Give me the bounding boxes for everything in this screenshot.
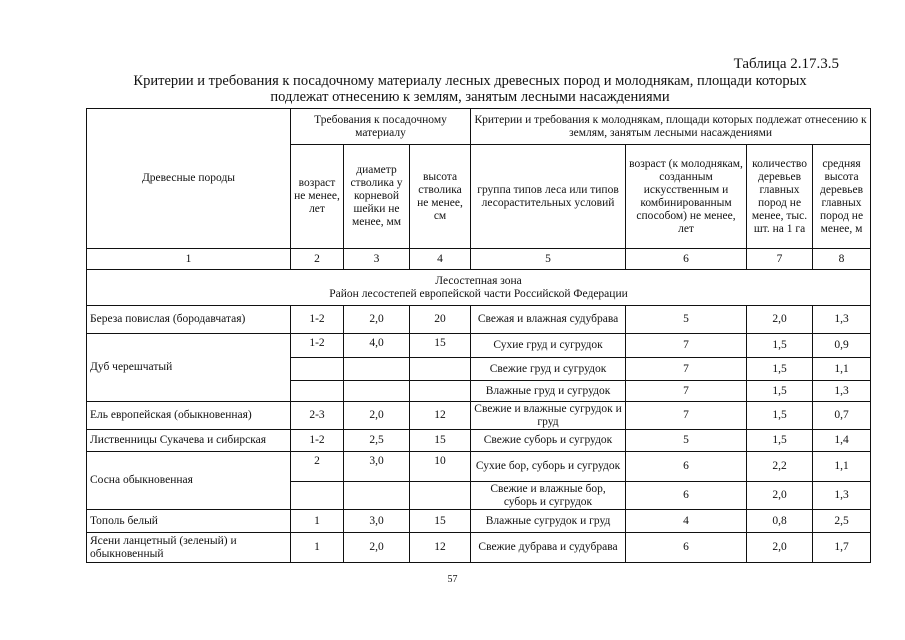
cell-young-age: 7 [626,381,747,402]
table-number: Таблица 2.17.3.5 [733,56,839,72]
cell-height: 15 [410,334,471,358]
title-line-2: подлежат отнесению к землям, занятым лесными насаждениями [270,89,670,105]
cell-height: 15 [410,430,471,452]
cell-height: 20 [410,306,471,334]
column-number: 7 [747,249,813,270]
table-row [87,430,871,452]
cell-avg-height: 0,7 [813,402,871,430]
table-row [87,306,871,334]
header-young-age: возраст (к молоднякам, созданным искусственным и комбинированным способом) не менее, лет [626,145,747,249]
cell-forest-type: Влажные сугрудок и груд [471,510,626,533]
column-number: 3 [344,249,410,270]
cell-species: Сосна обыкновенная [87,452,291,510]
table-row [87,334,871,358]
cell-avg-height: 0,9 [813,334,871,358]
cell-age: 1 [291,510,344,533]
column-number: 4 [410,249,471,270]
column-number: 1 [87,249,291,270]
cell-young-age: 7 [626,358,747,381]
cell-count: 1,5 [747,402,813,430]
cell-young-age: 7 [626,334,747,358]
cell-diameter: 2,5 [344,430,410,452]
table-title [80,73,860,105]
column-number: 6 [626,249,747,270]
page-number: 57 [447,574,458,585]
cell-count: 1,5 [747,334,813,358]
cell-forest-type: Влажные груд и сугрудок [471,381,626,402]
cell-forest-type: Свежие дубрава и судубрава [471,533,626,563]
cell-forest-type: Свежие суборь и сугрудок [471,430,626,452]
cell-young-age: 7 [626,402,747,430]
cell-height [410,482,471,510]
cell-height [410,358,471,381]
cell-count: 2,0 [747,306,813,334]
cell-height: 15 [410,510,471,533]
cell-diameter: 4,0 [344,334,410,358]
cell-species: Ель европейская (обыкновенная) [87,402,291,430]
header-age: возраст не менее, лет [291,145,344,249]
header-forest-type: группа типов леса или типов лесорастительных условий [471,145,626,249]
cell-avg-height: 1,1 [813,358,871,381]
cell-count: 1,5 [747,381,813,402]
cell-count: 0,8 [747,510,813,533]
cell-count: 2,0 [747,482,813,510]
cell-age: 1-2 [291,334,344,358]
header-avg-height: средняя высота деревьев главных пород не менее, м [813,145,871,249]
cell-young-age: 5 [626,306,747,334]
cell-count: 1,5 [747,358,813,381]
header-height: высота стволика не менее, см [410,145,471,249]
table-row [87,452,871,482]
cell-diameter: 2,0 [344,402,410,430]
table-row [87,510,871,533]
cell-diameter [344,358,410,381]
cell-diameter: 3,0 [344,452,410,482]
cell-height: 12 [410,533,471,563]
cell-age: 1 [291,533,344,563]
cell-avg-height: 1,1 [813,452,871,482]
cell-young-age: 5 [626,430,747,452]
header-group-young: Критерии и требования к молоднякам, площади которых подлежат отнесению к землям, занятым лесными насаждениями [471,109,871,145]
cell-species: Ясени ланцетный (зеленый) и обыкновенный [87,533,291,563]
cell-young-age: 4 [626,510,747,533]
cell-height [410,381,471,402]
requirements-table [86,108,871,563]
header-diameter: диаметр стволика у корневой шейки не менее, мм [344,145,410,249]
cell-forest-type: Сухие груд и сугрудок [471,334,626,358]
cell-species: Береза повислая (бородавчатая) [87,306,291,334]
cell-diameter: 2,0 [344,306,410,334]
cell-young-age: 6 [626,533,747,563]
cell-avg-height: 1,3 [813,381,871,402]
title-line-1: Критерии и требования к посадочному материалу лесных древесных пород и молоднякам, площади которых [133,73,807,89]
column-number: 8 [813,249,871,270]
header-species: Древесные породы [87,109,291,249]
region-label: Район лесостепей европейской части Российской Федерации [329,287,628,300]
cell-species: Дуб черешчатый [87,334,291,402]
cell-diameter: 3,0 [344,510,410,533]
table-row [87,533,871,563]
column-number-row [87,249,871,270]
cell-avg-height: 2,5 [813,510,871,533]
cell-age [291,482,344,510]
zone-cell [87,270,871,306]
cell-forest-type: Свежие и влажные сугрудок и груд [471,402,626,430]
table-row [87,402,871,430]
cell-species: Тополь белый [87,510,291,533]
cell-forest-type: Свежие и влажные бор, суборь и сугрудок [471,482,626,510]
cell-age: 2-3 [291,402,344,430]
cell-height: 12 [410,402,471,430]
cell-young-age: 6 [626,452,747,482]
cell-forest-type: Сухие бор, суборь и сугрудок [471,452,626,482]
cell-diameter [344,482,410,510]
header-group-planting: Требования к посадочному материалу [291,109,471,145]
cell-diameter: 2,0 [344,533,410,563]
cell-species: Лиственницы Сукачева и сибирская [87,430,291,452]
cell-avg-height: 1,3 [813,482,871,510]
cell-forest-type: Свежие груд и сугрудок [471,358,626,381]
cell-avg-height: 1,7 [813,533,871,563]
cell-height: 10 [410,452,471,482]
cell-count: 2,2 [747,452,813,482]
header-count: количество деревьев главных пород не менее, тыс. шт. на 1 га [747,145,813,249]
cell-age: 1-2 [291,430,344,452]
column-number: 2 [291,249,344,270]
cell-age [291,381,344,402]
cell-age: 1-2 [291,306,344,334]
zone-label: Лесостепная зона [435,274,522,287]
cell-avg-height: 1,4 [813,430,871,452]
cell-diameter [344,381,410,402]
cell-count: 1,5 [747,430,813,452]
cell-age [291,358,344,381]
cell-avg-height: 1,3 [813,306,871,334]
cell-count: 2,0 [747,533,813,563]
column-number: 5 [471,249,626,270]
cell-young-age: 6 [626,482,747,510]
zone-row [87,270,871,306]
cell-forest-type: Свежая и влажная судубрава [471,306,626,334]
cell-age: 2 [291,452,344,482]
